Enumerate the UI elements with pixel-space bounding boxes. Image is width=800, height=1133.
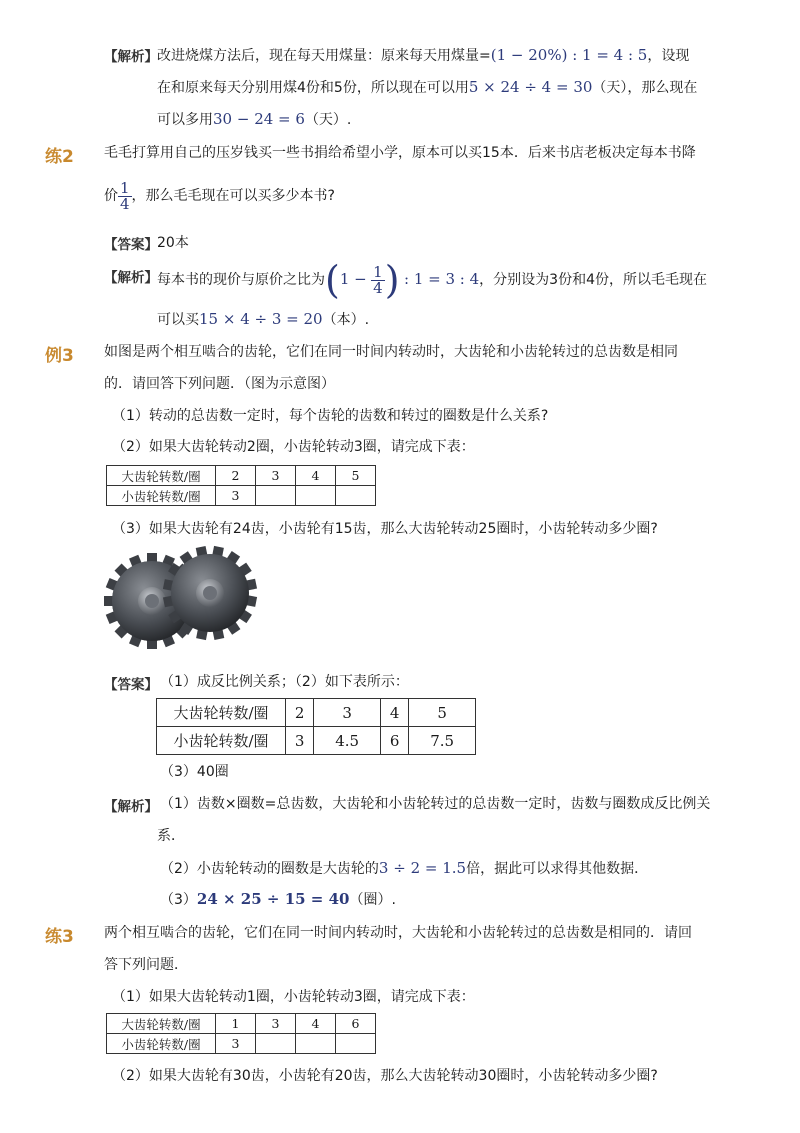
cell: 2 — [286, 699, 314, 727]
exercise-label: 练3 — [45, 927, 74, 947]
text: （天），那么现在 — [592, 80, 698, 96]
row-label: 小齿轮转数/圈 — [157, 727, 286, 755]
cell: 7.5 — [409, 727, 476, 755]
jiexi-line-2 — [157, 77, 697, 98]
table-row — [107, 486, 376, 506]
cell: 4.5 — [314, 727, 381, 755]
cell: 6 — [380, 727, 408, 755]
table-row — [107, 1034, 376, 1054]
text: ，分别设为3份和4份，所以毛毛现在 — [479, 272, 707, 288]
jiexi-tag: 【解析】 — [104, 270, 158, 286]
answer-tag: 【答案】 — [104, 237, 158, 253]
part-3: （3）如果大齿轮有24齿，小齿轮有15齿，那么大齿轮转动25圈时，小齿轮转动多少圈? — [112, 521, 658, 537]
row-label: 大齿轮转数/圈 — [107, 1014, 216, 1034]
question-line-2: 答下列问题． — [104, 957, 188, 973]
row-label: 大齿轮转数/圈 — [157, 699, 286, 727]
answer-line-1: （1）成反比例关系；（2）如下表所示： — [160, 674, 409, 690]
denominator: 4 — [120, 194, 130, 213]
text: （天）. — [304, 112, 352, 128]
part-1: （1）转动的总齿数一定时，每个齿轮的齿数和转过的圈数是什么关系? — [112, 408, 549, 424]
answer-table — [156, 698, 476, 755]
cell[interactable] — [296, 486, 336, 506]
cell: 3 — [314, 699, 381, 727]
text: （本）. — [322, 312, 370, 328]
table-row — [157, 727, 476, 755]
gears-illustration — [102, 543, 260, 651]
right-paren: ) — [384, 258, 400, 302]
cell: 3 — [216, 486, 256, 506]
table-row — [157, 699, 476, 727]
text: 可以买 — [157, 312, 199, 328]
text: （圈）. — [349, 892, 396, 908]
jiexi-line-3 — [157, 109, 351, 130]
example-label: 例3 — [45, 346, 74, 366]
math: 3 ÷ 2 = 1.5 — [378, 859, 467, 877]
part-2: （2）如果大齿轮有30齿，小齿轮有20齿，那么大齿轮转动30圈时，小齿轮转动多少圈? — [112, 1068, 658, 1084]
question-line-1: 两个相互啮合的齿轮，它们在同一时间内转动时，大齿轮和小齿轮转过的总齿数是相同的．请回 — [104, 925, 692, 941]
question-line-1: 如图是两个相互啮合的齿轮，它们在同一时间内转动时，大齿轮和小齿轮转过的总齿数是相同 — [104, 344, 678, 360]
exercise-label: 练2 — [45, 147, 74, 167]
math: 5 × 24 ÷ 4 = 30 — [468, 78, 593, 96]
math: 30 − 24 = 6 — [213, 110, 305, 128]
row-label: 小齿轮转数/圈 — [107, 486, 216, 506]
math: 1 − — [339, 270, 367, 288]
text: 每本书的现价与原价之比为 — [157, 272, 325, 288]
cell: 5 — [336, 466, 376, 486]
part-2: （2）如果大齿轮转动2圈，小齿轮转动3圈，请完成下表： — [112, 439, 475, 455]
cell[interactable] — [336, 1034, 376, 1054]
numerator: 1 — [120, 178, 130, 197]
question-line-1: 毛毛打算用自己的压岁钱买一些书捐给希望小学，原本可以买15本．后来书店老板决定每本书降 — [104, 145, 696, 161]
jiexi-tag: 【解析】 — [104, 799, 158, 815]
text: 价 — [104, 188, 118, 204]
left-paren: ( — [325, 258, 340, 302]
numerator: 1 — [373, 262, 383, 281]
math: : 1 = 3 : 4 — [404, 270, 480, 288]
cell: 6 — [336, 1014, 376, 1034]
jiexi-tag: 【解析】 — [104, 49, 158, 65]
cell[interactable] — [336, 486, 376, 506]
cell: 4 — [296, 1014, 336, 1034]
fraction — [118, 178, 132, 213]
text: 在和原来每天分别用煤4份和5份，所以现在可以用 — [157, 80, 469, 96]
exercise-table — [106, 1013, 376, 1054]
row-label: 大齿轮转数/圈 — [107, 466, 216, 486]
jiexi-line-2 — [157, 309, 369, 330]
text: 改进烧煤方法后，现在每天用煤量：原来每天用煤量= — [157, 48, 491, 64]
answer-text: 20本 — [157, 235, 189, 251]
table-row — [107, 1014, 376, 1034]
question-line-2 — [104, 176, 335, 216]
fraction — [371, 262, 385, 297]
cell: 3 — [216, 1034, 256, 1054]
cell: 1 — [216, 1014, 256, 1034]
table-row — [107, 466, 376, 486]
jiexi-line-1 — [157, 258, 707, 301]
text: （2）小齿轮转动的圈数是大齿轮的 — [160, 861, 379, 877]
cell: 4 — [296, 466, 336, 486]
cell[interactable] — [256, 1034, 296, 1054]
jiexi-line-3 — [160, 889, 396, 910]
cell: 3 — [286, 727, 314, 755]
text: ，那么毛毛现在可以买多少本书? — [131, 188, 335, 204]
text: 倍，据此可以求得其他数据． — [466, 861, 649, 877]
text: ，设现 — [647, 48, 690, 64]
cell[interactable] — [256, 486, 296, 506]
text: 可以多用 — [157, 112, 213, 128]
math: 15 × 4 ÷ 3 = 20 — [199, 310, 323, 328]
cell[interactable] — [296, 1034, 336, 1054]
answer-tag: 【答案】 — [104, 677, 158, 693]
part-1: （1）如果大齿轮转动1圈，小齿轮转动3圈，请完成下表： — [112, 989, 475, 1005]
cell: 3 — [256, 466, 296, 486]
question-line-2: 的．请回答下列问题．（图为示意图） — [104, 376, 335, 392]
denominator: 4 — [373, 278, 383, 297]
exercise-table — [106, 465, 376, 506]
text: （3） — [160, 892, 197, 908]
cell: 2 — [216, 466, 256, 486]
answer-line-3: （3）40圈 — [160, 764, 229, 780]
math: (1 − 20%) : 1 = 4 : 5 — [490, 46, 648, 64]
cell: 5 — [409, 699, 476, 727]
jiexi-line-1: （1）齿数×圈数=总齿数，大齿轮和小齿轮转过的总齿数一定时，齿数与圈数成反比例关 — [160, 796, 711, 812]
jiexi-line-2 — [160, 858, 648, 879]
jiexi-line-1 — [157, 45, 689, 66]
row-label: 小齿轮转数/圈 — [107, 1034, 216, 1054]
math: 24 × 25 ÷ 15 = 40 — [196, 890, 350, 908]
jiexi-line-1b: 系． — [157, 828, 185, 844]
cell: 4 — [380, 699, 408, 727]
cell: 3 — [256, 1014, 296, 1034]
